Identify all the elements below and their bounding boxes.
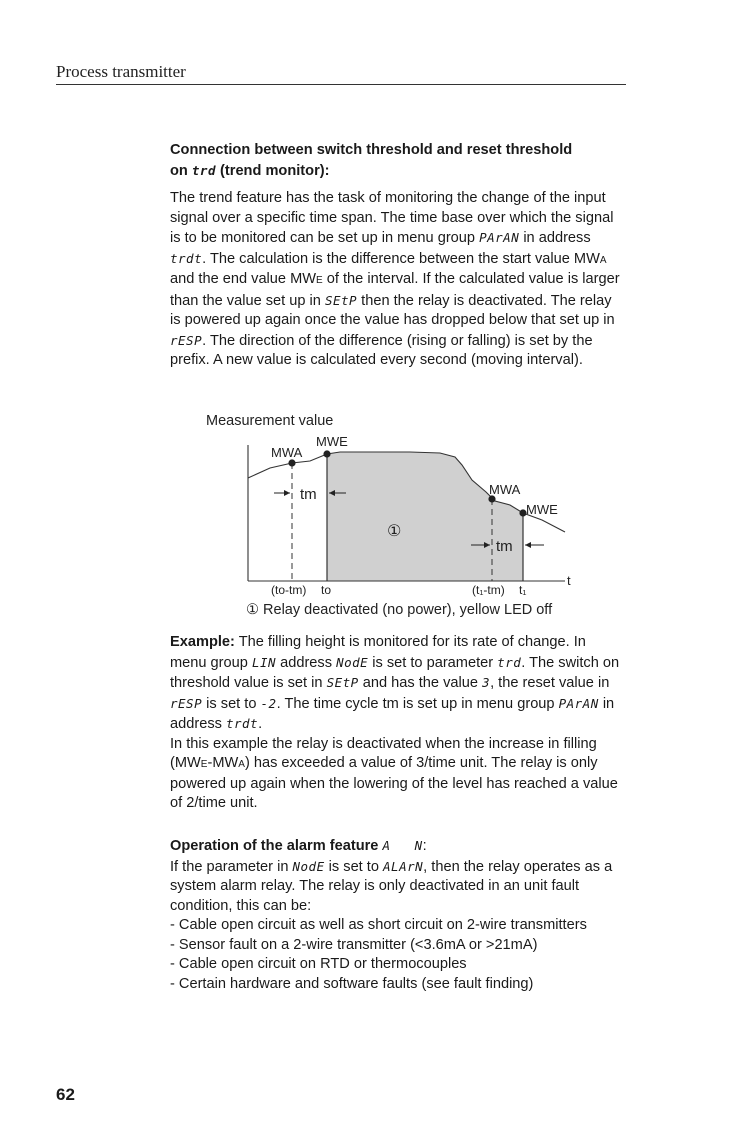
code-setp: SEtP xyxy=(326,675,359,690)
section-trend xyxy=(170,141,625,371)
code-trdt: trdt xyxy=(170,250,203,266)
text: The filling height is monitored for its rate of change. In menu group xyxy=(170,634,586,671)
code-param: PArAN xyxy=(558,695,599,711)
text: The trend feature has the task of monitoring the change of the input signal over a specific time span. The time base over which the signal is to be monitored can be set up in menu group xyxy=(170,190,614,246)
tm1-arrowhead-left xyxy=(284,490,290,496)
list-item: - Cable open circuit as well as short circuit on 2-wire transmitters xyxy=(170,917,587,933)
text: and the end value MW xyxy=(170,271,317,287)
alarm-paragraph xyxy=(170,857,625,917)
text: of the interval. If the calculated value is larger than the value set up in xyxy=(170,271,620,309)
list-item: - Certain hardware and software faults (see fault finding) xyxy=(170,975,534,992)
text: and has the value xyxy=(362,675,478,691)
text: -MW xyxy=(207,755,239,771)
text: address xyxy=(280,654,333,671)
code-trdt: trdt xyxy=(225,716,259,731)
label-tm2: tm xyxy=(496,538,513,555)
diagram-caption: ① Relay deactivated (no power), yellow LED off xyxy=(246,602,553,618)
point-mwa1 xyxy=(288,459,295,466)
label-mwa1: MWA xyxy=(271,445,303,460)
example-paragraph-2 xyxy=(170,735,625,814)
section-trend-heading xyxy=(170,141,625,181)
label-mwe1: MWE xyxy=(316,434,348,449)
label-mwa2: MWA xyxy=(489,482,521,497)
heading-line1: Connection between switch threshold and reset threshold xyxy=(170,142,573,158)
x-axis-label: t xyxy=(567,573,571,588)
text: . xyxy=(258,716,263,732)
example-paragraph xyxy=(170,633,625,735)
area-marker: ① xyxy=(387,521,402,540)
code-param: PArAN xyxy=(479,230,520,245)
text: is set to parameter xyxy=(372,654,494,671)
text: . The switch on threshold value is set in xyxy=(170,654,620,691)
example-label: Example: xyxy=(170,634,235,650)
deactivated-area xyxy=(327,452,523,581)
text: is set to xyxy=(206,695,257,712)
trend-paragraph xyxy=(170,189,625,371)
subscript-a: A xyxy=(599,254,607,266)
text: ) has exceeded a value of 3/time unit. The relay is only powered up again when the lowering of the level has reached a value of 2/time unit. xyxy=(170,755,618,811)
code-value-minus2: -2 xyxy=(260,695,277,711)
subscript-a: A xyxy=(238,759,245,770)
label-mwe2: MWE xyxy=(526,502,558,517)
section-alarm xyxy=(170,836,625,994)
code-lin: LIN xyxy=(251,654,277,670)
text: : xyxy=(422,838,427,854)
list-item: - Cable open circuit on RTD or thermocouples xyxy=(170,956,467,972)
tick-to-tm: (to-tm) xyxy=(271,583,307,597)
code-setp: SEtP xyxy=(324,292,358,308)
code-mode: NodE xyxy=(292,858,325,874)
y-axis-label: Measurement value xyxy=(206,413,334,429)
header-rule xyxy=(56,84,626,85)
code-alarm-param: ALArN xyxy=(383,858,424,874)
page-number: 62 xyxy=(56,1085,75,1104)
code-mode: NodE xyxy=(336,654,369,670)
header-title: Process transmitter xyxy=(56,62,186,81)
text: In this example the relay is deactivated when the increase in filling (MW xyxy=(170,735,597,771)
subscript-e: E xyxy=(316,275,323,286)
code-trd: trd xyxy=(191,162,216,178)
text: then the relay is deactivated. The relay is powered up again once the value has dropped below that set up in xyxy=(170,292,615,328)
code-resp: rESP xyxy=(170,695,203,711)
text: . The calculation is the difference between the start value MW xyxy=(202,250,600,267)
list-item: - Sensor fault on a 2-wire transmitter (<3.6mA or >21mA) xyxy=(170,936,538,953)
code-value-3: 3 xyxy=(482,675,491,690)
label-tm1: tm xyxy=(300,486,317,503)
text: , then the relay operates as a system alarm relay. The relay is only deactivated in an unit fault condition, this can be: xyxy=(170,858,613,914)
text: in address xyxy=(170,695,615,732)
tick-to: to xyxy=(321,583,332,597)
subscript-e: E xyxy=(200,759,208,770)
text: is set to xyxy=(328,858,379,875)
code-resp: rESP xyxy=(170,332,203,348)
trend-diagram xyxy=(170,405,630,625)
text: If the parameter in xyxy=(170,858,289,875)
heading-suffix: (trend monitor): xyxy=(220,162,330,179)
tick-t1: t₁ xyxy=(519,583,527,597)
heading-on: on xyxy=(170,162,188,179)
tm2-arrowhead-right xyxy=(525,542,531,548)
text: . The direction of the difference (rising or falling) is set by the prefix. A new value is calculated every second (moving interval). xyxy=(170,332,593,368)
code-alarm: A N xyxy=(382,838,423,853)
alarm-heading: Operation of the alarm feature xyxy=(170,838,379,854)
text: . The time cycle tm is set up in menu group xyxy=(276,695,555,712)
code-trd: trd xyxy=(497,654,522,670)
text: , the reset value in xyxy=(490,675,610,691)
text: in address xyxy=(523,230,591,246)
section-example xyxy=(170,633,625,814)
tick-t1-tm: (t₁-tm) xyxy=(472,583,505,597)
alarm-heading-line xyxy=(170,836,625,857)
point-mwe1 xyxy=(323,450,330,457)
